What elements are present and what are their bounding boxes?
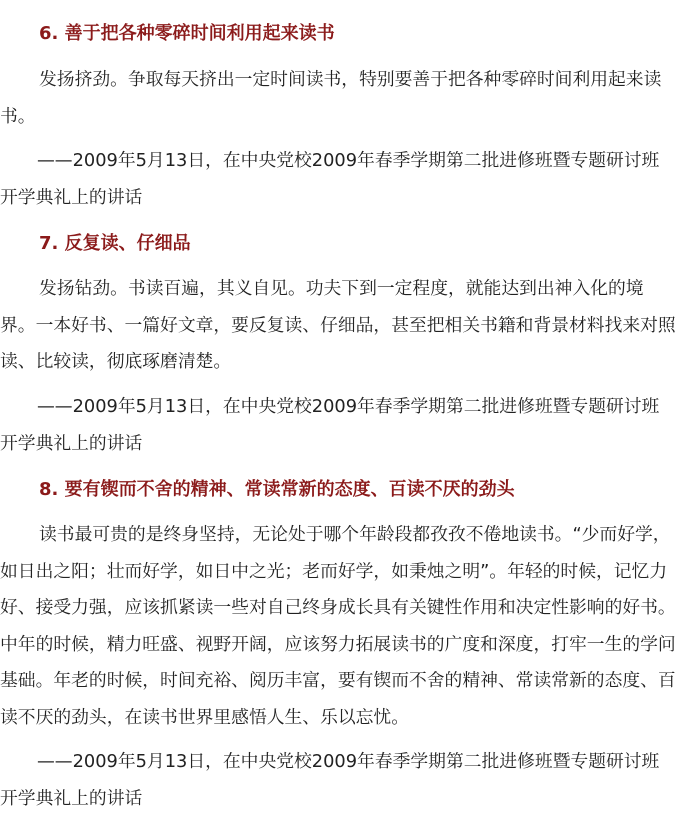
section-7-heading: 7. 反复读、仔细品 [39,233,191,254]
section-8-source: ——2009年5月13日，在中央党校2009年春季学期第二批进修班暨专题研讨班开学典礼上的讲话 [0,751,660,809]
section-8-heading: 8. 要有锲而不舍的精神、常读常新的态度、百读不厌的劲头 [39,479,515,500]
section-7-paragraph: 发扬钻劲。书读百遍，其义自见。功夫下到一定程度，就能达到出神入化的境界。一本好书、一篇好文章，要反复读、仔细品，甚至把相关书籍和背景材料找来对照读、比较读，彻底琢磨清楚。 [0,278,676,372]
section-6-paragraph: 发扬挤劲。争取每天挤出一定时间读书，特别要善于把各种零碎时间利用起来读书。 [0,69,662,127]
section-6-source: ——2009年5月13日，在中央党校2009年春季学期第二批进修班暨专题研讨班开学典礼上的讲话 [0,150,660,208]
section-7-source: ——2009年5月13日，在中央党校2009年春季学期第二批进修班暨专题研讨班开学典礼上的讲话 [0,396,660,454]
section-8-paragraph: 读书最可贵的是终身坚持，无论处于哪个年龄段都孜孜不倦地读书。“少而好学，如日出之阳；壮而好学，如日中之光；老而好学，如秉烛之明”。年轻的时候，记忆力好、接受力强，应该抓紧读一些对自己终身成长具有关键性作用和决定性影响的好书。中年的时候，精力旺盛、视野开阔，应该努力拓展读书的广度和深度，打牢一生的学问基础。年老的时候，时间充裕、阅历丰富，要有锲而不舍的精神、常读常新的态度、百读不厌的劲头，在读书世界里感悟人生、乐以忘忧。 [0,524,676,728]
section-6-heading: 6. 善于把各种零碎时间利用起来读书 [39,23,335,44]
